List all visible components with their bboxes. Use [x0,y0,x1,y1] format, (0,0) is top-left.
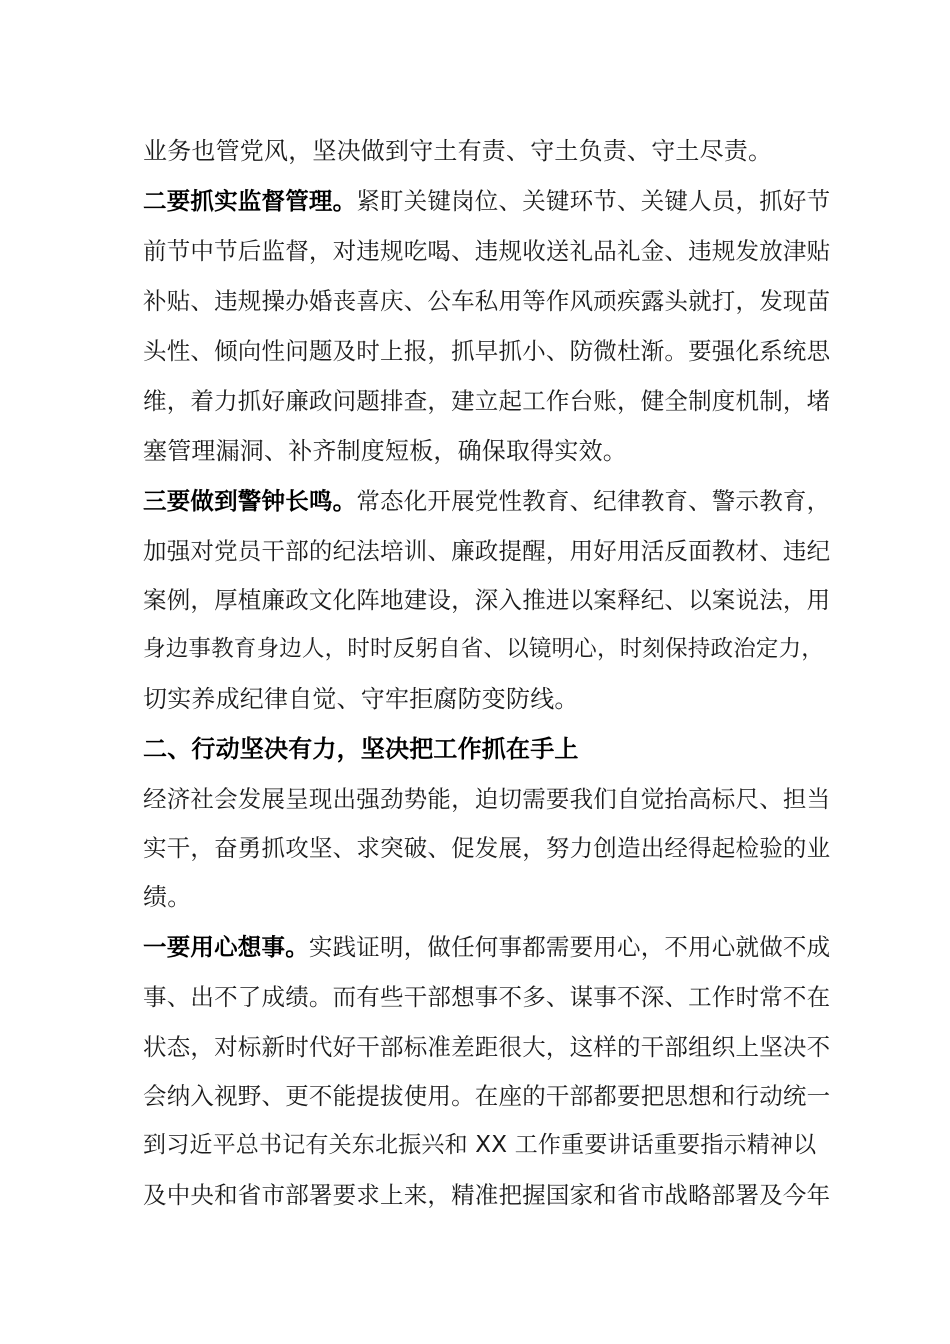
paragraph-lead: 三要做到警钟长鸣。 [143,487,357,515]
paragraph-line: 案例，厚植廉政文化阵地建设，深入推进以案释纪、以案说法，用 [143,586,831,614]
paragraph-line: 补贴、违规操办婚丧喜庆、公车私用等作风顽疾露头就打，发现苗 [143,287,831,315]
paragraph-text: 紧盯关键岗位、关键环节、关键人员，抓好节 [356,187,831,215]
paragraph-first-line [143,186,830,216]
paragraph-line: 塞管理漏洞、补齐制度短板，确保取得实效。 [143,437,627,465]
paragraph-line: 前节中节后监督，对违规吃喝、违规收送礼品礼金、违规发放津贴 [143,237,831,265]
paragraph-first-line [143,486,830,516]
paragraph-line: 事、出不了成绩。而有些干部想事不多、谋事不深、工作时常不在 [143,983,831,1011]
paragraph-line: 实干，奋勇抓攻坚、求突破、促发展，努力创造出经得起检验的业 [143,834,831,862]
paragraph-line: 绩。 [143,883,192,911]
paragraph-line: 切实养成纪律自觉、守牢拒腐防变防线。 [143,685,579,713]
paragraph-lead: 一要用心想事。 [143,933,309,961]
paragraph-line: 加强对党员干部的纪法培训、廉政提醒，用好用活反面教材、违纪 [143,537,831,565]
paragraph-line: 头性、倾向性问题及时上报，抓早抓小、防微杜渐。要强化系统思 [143,337,831,365]
paragraph-line: 到习近平总书记有关东北振兴和 XX 工作重要讲话重要指示精神以 [143,1132,817,1158]
paragraph-first-line [143,932,830,962]
paragraph-line: 身边事教育身边人，时时反躬自省、以镜明心，时刻保持政治定力， [143,636,825,662]
section-heading: 二、行动坚决有力，坚决把工作抓在手上 [143,735,579,763]
paragraph-line: 会纳入视野、更不能提拔使用。在座的干部都要把思想和行动统一 [143,1082,831,1110]
paragraph-text: 实践证明，做任何事都需要用心，不用心就做不成 [308,933,831,961]
paragraph-lead: 二要抓实监督管理。 [143,187,357,215]
paragraph-line: 及中央和省市部署要求上来，精准把握国家和省市战略部署及今年 [143,1181,831,1209]
paragraph-text: 常态化开展党性教育、纪律教育、警示教育， [356,487,831,515]
paragraph-line: 状态，对标新时代好干部标准差距很大，这样的干部组织上坚决不 [143,1033,831,1061]
paragraph-line: 业务也管党风，坚决做到守土有责、守土负责、守土尽责。 [143,137,773,165]
paragraph-line: 经济社会发展呈现出强劲势能，迫切需要我们自觉抬高标尺、担当 [143,785,831,813]
paragraph-line: 维，着力抓好廉政问题排查，建立起工作台账，健全制度机制，堵 [143,387,831,415]
